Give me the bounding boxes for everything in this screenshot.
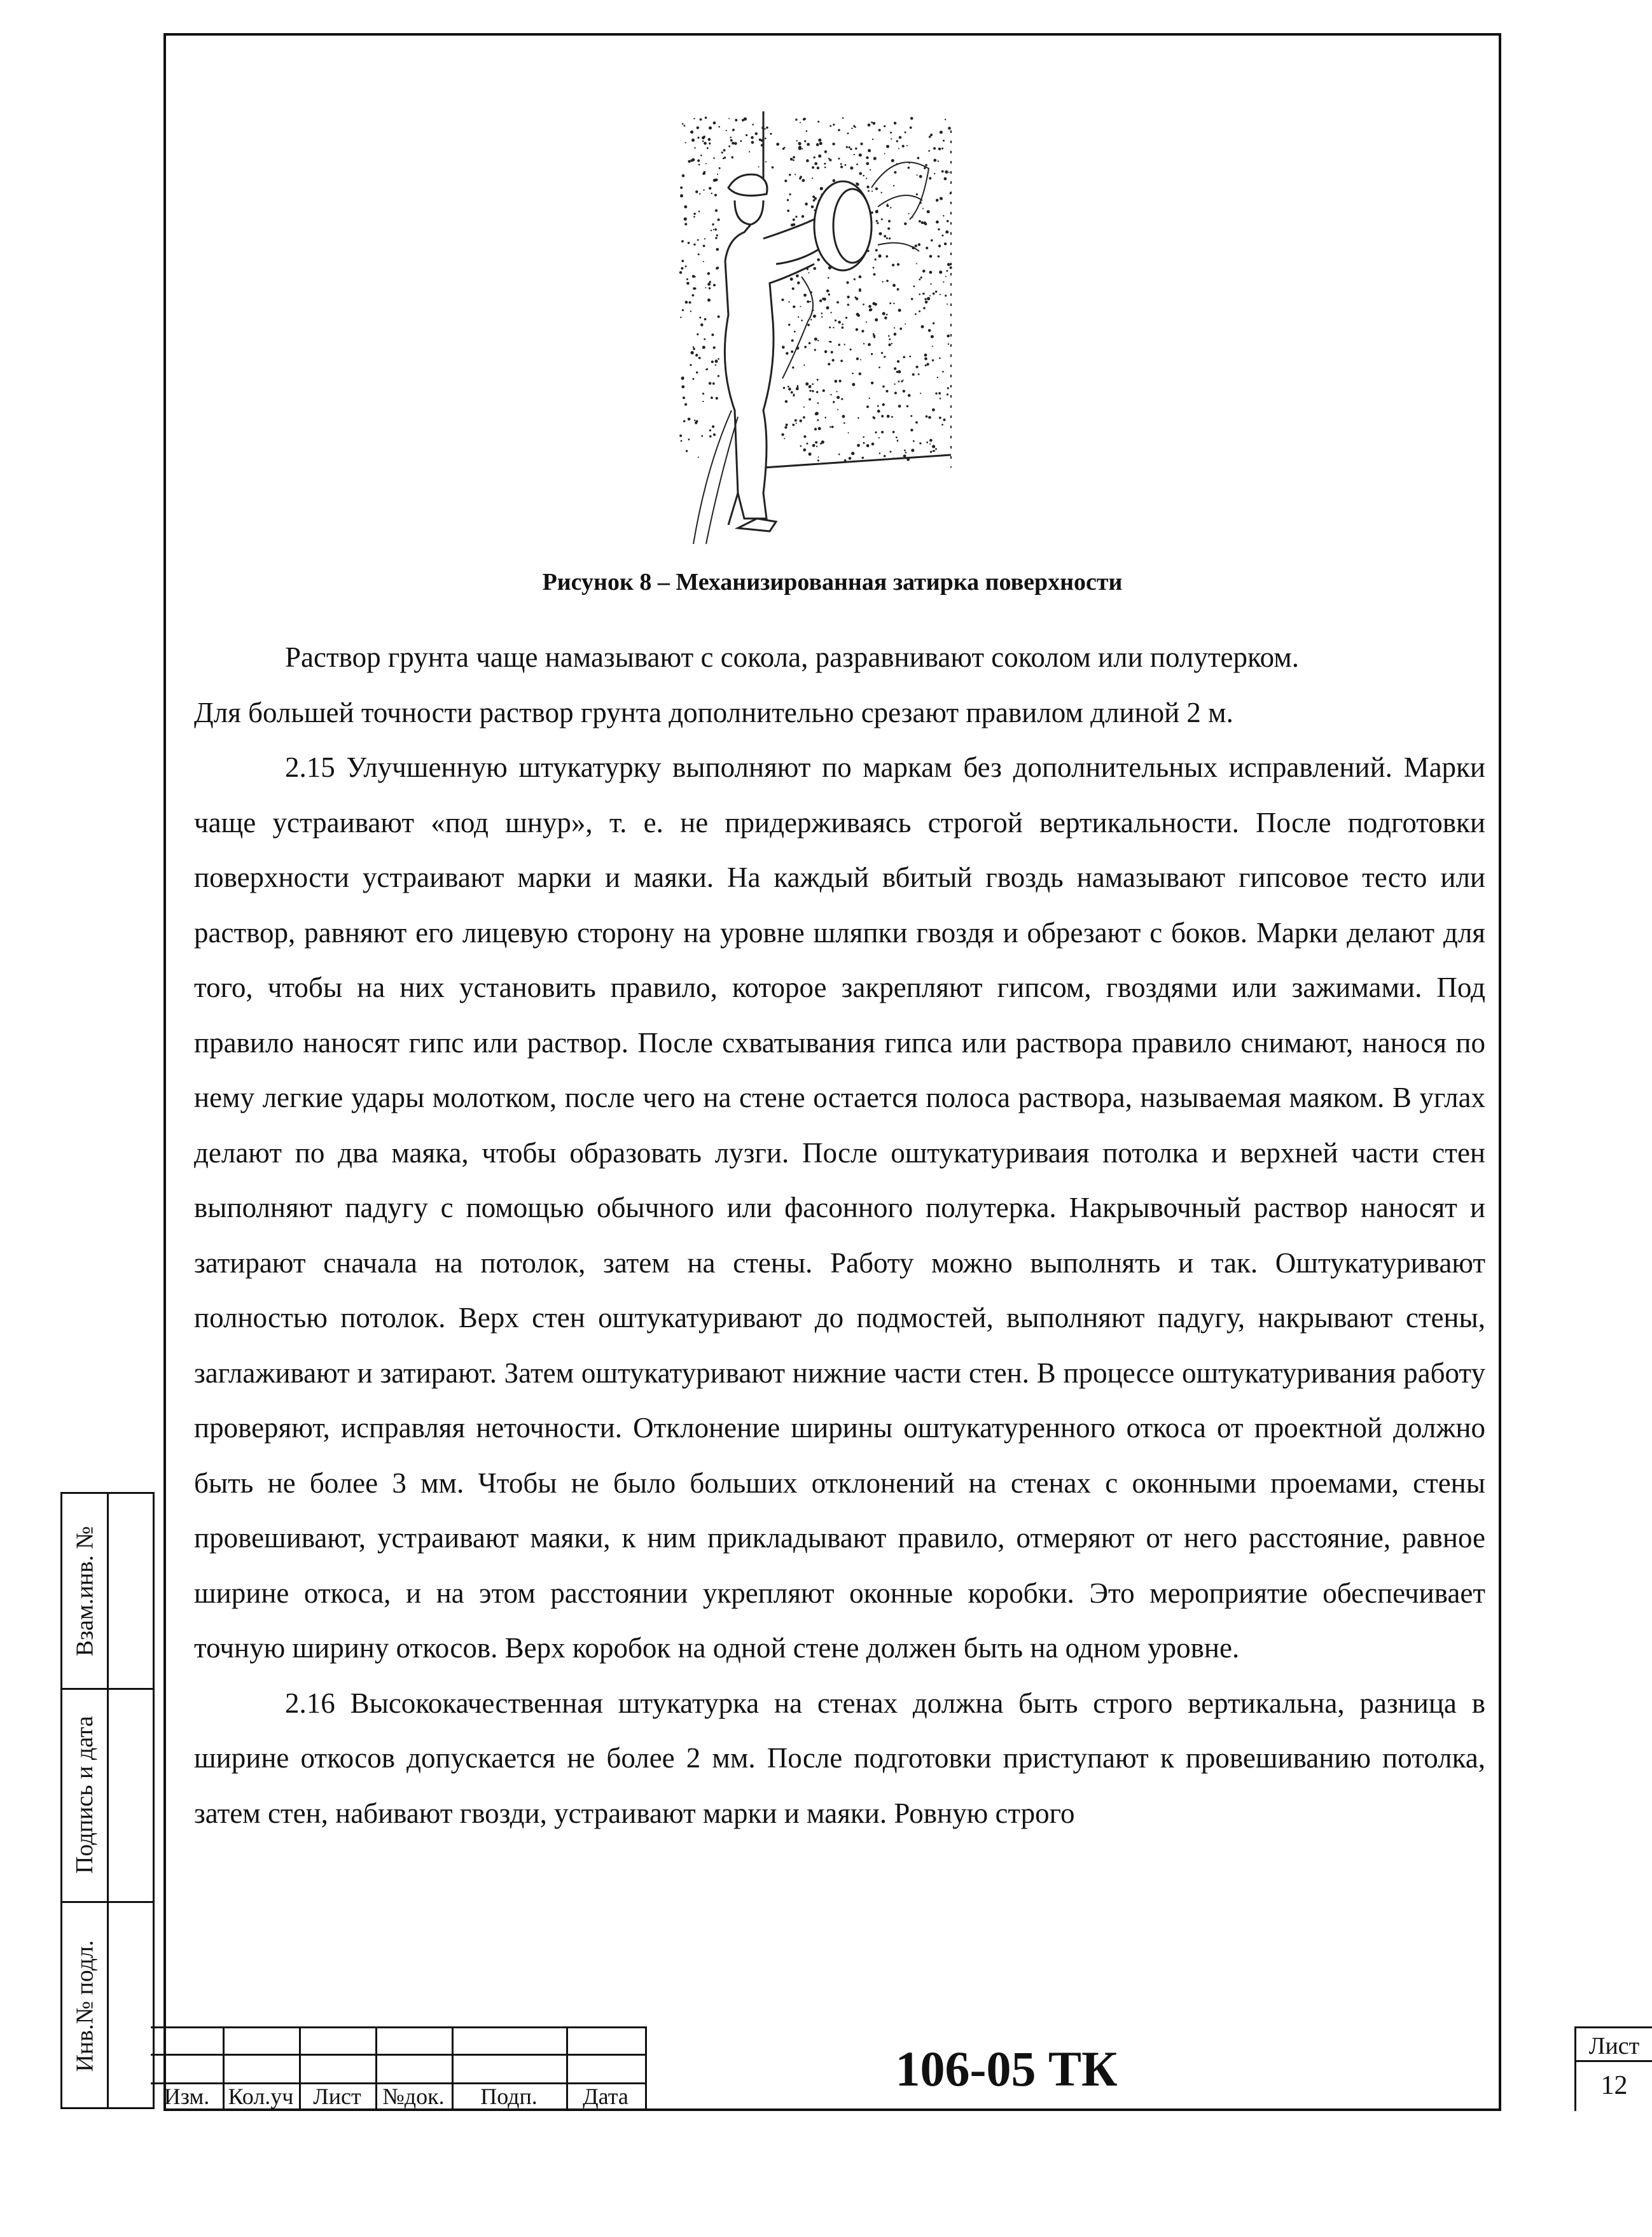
side-label-podpis-data: Подпись и дата [71, 1715, 99, 1874]
paragraph-2: 2.15 Улучшенную штукатурку выполняют по маркам без дополнительных исправлений. Марки чаще устраивают «под шнур», т. е. не придерживаясь строгой вертикальности. После подготовки поверхности устраивают марки и маяки. На каждый вбитый гвоздь намазывают гипсовое тесто или раствор, равняют его лицевую сторону на уровне шляпки гвоздя и обрезают с боков. Марки делают для того, чтобы на них установить правило, которое закрепляют гипсом, гвоздями или зажимами. Под правило наносят гипс или раствор. После схватывания гипса или раствора правило снимают, нанося по нему легкие удары молотком, после чего на стене остается полоса раствора, называемая маяком. В углах делают по два маяка, чтобы образовать лузги. После оштукатуриваия потолка и верхней части стен выполняют падугу с помощью обычного или фасонного полутерка. Накрывочный раствор наносят и затирают сначала на потолок, затем на стены. Работу можно выполнять и так. Оштукатуривают полностью потолок. Верх стен оштукатуривают до подмостей, выполняют падугу, накрывают стены, заглаживают и затирают. Затем оштукатуривают нижние части стен. В процессе оштукатуривания работу проверяют, исправляя неточности. Отклонение ширины оштукатуренного откоса от проектной должно быть не более 3 мм. Чтобы не было больших отклонений на стенах с оконными проемами, стены провешивают, устраивают маяки, к ним прикладывают правило, отмеряют от него расстояние, равное ширине откоса, и на этом расстоянии укрепляют оконные коробки. Это мероприятие обеспечивает точную ширину откосов. Верх коробок на одной стене должен быть на одном уровне. [194, 751, 1485, 1664]
revision-table [151, 2026, 647, 2111]
tb-header-data: Дата [583, 2084, 628, 2109]
tb-header-izm: Изм. [163, 2084, 210, 2109]
figure-caption: Рисунок 8 – Механизированная затирка поверхности [542, 569, 1123, 596]
paragraph-1-line-2: Для большей точности раствор грунта дополнительно срезают правилом длиной 2 м. [194, 696, 1233, 728]
tb-header-podp: Подп. [480, 2084, 538, 2109]
side-label-vzam-inv: Взам.инв. № [71, 1526, 99, 1656]
tb-header-list: Лист [313, 2084, 361, 2109]
side-label-inv-podl: Инв.№ подл. [71, 1940, 99, 2072]
body-text [194, 630, 1485, 1841]
document-code: 106-05 ТК [895, 2040, 1118, 2096]
side-stamp [60, 1492, 155, 2109]
worker-plastering-machine-illustration-icon [668, 111, 967, 550]
sheet-number-box [1574, 2026, 1652, 2111]
title-block [151, 2026, 1640, 2111]
tb-header-kol-uch: Кол.уч [228, 2084, 294, 2109]
paragraph-1-line-1: Раствор грунта чаще намазывают с сокола, разравнивают соколом или полутерком. [285, 641, 1299, 673]
sheet-label: Лист [1588, 2033, 1640, 2059]
tb-header-n-dok: №док. [382, 2084, 445, 2109]
sheet-number: 12 [1600, 2071, 1628, 2100]
paragraph-3: 2.16 Высококачественная штукатурка на стенах должна быть строго вертикальна, разница в ширине откосов допускается не более 2 мм. После подготовки приступают к провешиванию потолка, затем стен, набивают гвозди, устраивают марки и маяки. Ровную строго [194, 1687, 1485, 1829]
figure-illustration [668, 111, 967, 550]
